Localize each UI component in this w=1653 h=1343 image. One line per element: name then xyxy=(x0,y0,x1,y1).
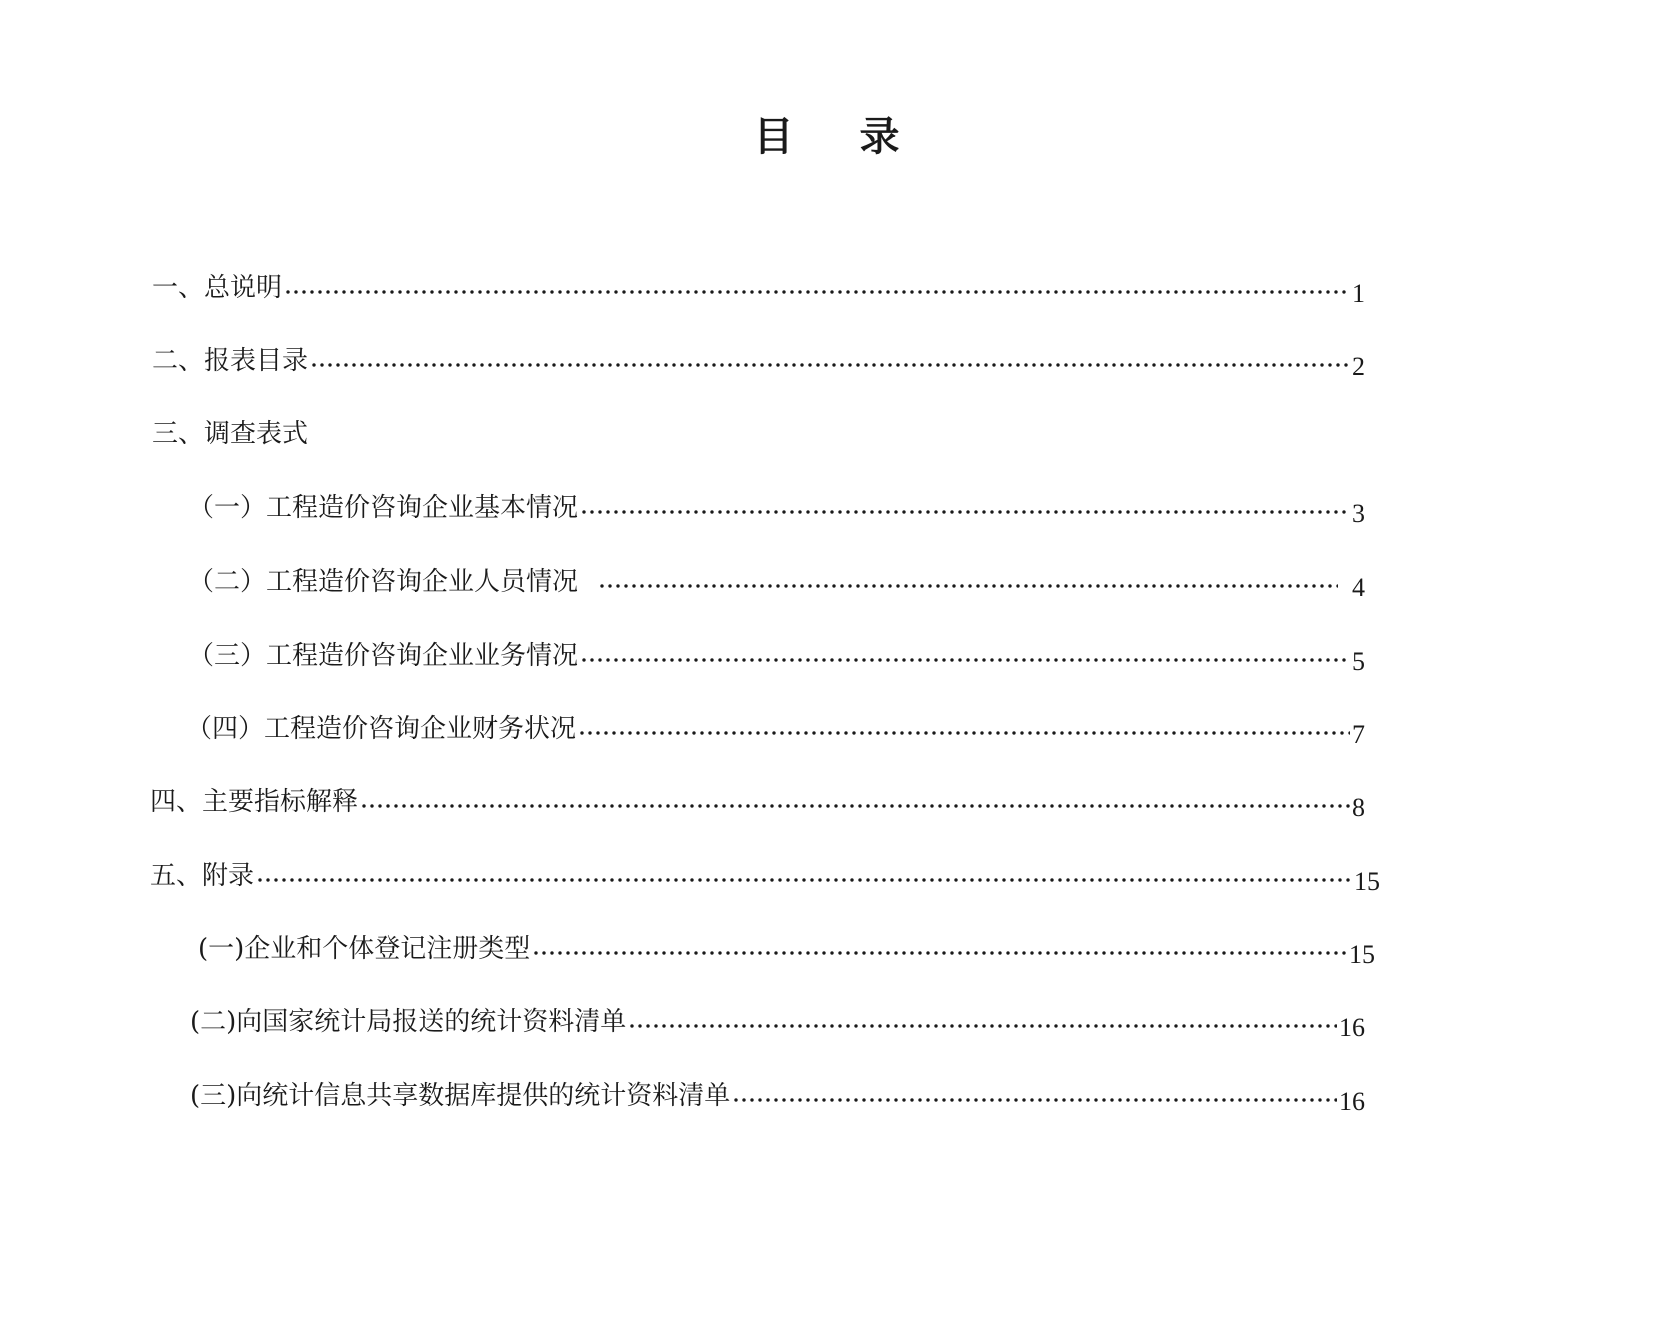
toc-entry-general[interactable] xyxy=(152,264,1365,308)
toc-entry-indicators[interactable] xyxy=(150,778,1365,822)
toc-page-number: 15 xyxy=(1349,940,1375,969)
toc-page-number: 8 xyxy=(1352,793,1365,822)
toc-entry-label: 五、附录 xyxy=(150,861,255,891)
toc-entry-label: 二、报表目录 xyxy=(152,346,309,376)
toc-page-number: 1 xyxy=(1352,279,1365,308)
dot-leader xyxy=(580,656,1350,664)
toc-page-number: 3 xyxy=(1352,499,1365,528)
dot-leader xyxy=(532,949,1347,957)
toc-entry-nbs-list[interactable] xyxy=(190,998,1365,1042)
toc-page-number: 7 xyxy=(1352,720,1365,749)
toc-page-number: 15 xyxy=(1354,867,1380,896)
dot-leader xyxy=(580,508,1350,516)
toc-entry-label: (三)向统计信息共享数据库提供的统计资料清单 xyxy=(190,1081,731,1111)
toc-page-number: 5 xyxy=(1352,647,1365,676)
toc-entry-label: （一）工程造价咨询企业基本情况 xyxy=(188,493,579,523)
toc-entry-appendix[interactable] xyxy=(150,852,1380,896)
toc-page-number: 2 xyxy=(1352,352,1365,381)
dot-leader xyxy=(732,1096,1337,1104)
toc-entry-report-list[interactable] xyxy=(152,337,1365,381)
toc-entry-registration-types[interactable] xyxy=(198,925,1375,969)
dot-leader xyxy=(310,361,1350,369)
dot-leader xyxy=(578,729,1350,737)
toc-entry-shared-db-list[interactable] xyxy=(190,1072,1365,1116)
dot-leader xyxy=(628,1022,1337,1030)
dot-leader xyxy=(598,582,1338,590)
toc-entry-personnel[interactable] xyxy=(188,558,1365,602)
dot-leader xyxy=(360,802,1350,810)
toc-page-number: 4 xyxy=(1352,573,1365,602)
toc-entry-label: (一)企业和个体登记注册类型 xyxy=(198,934,531,964)
toc-page-number: 16 xyxy=(1339,1013,1365,1042)
toc-entry-label: 三、调查表式 xyxy=(152,419,309,449)
toc-entry-label: （三）工程造价咨询企业业务情况 xyxy=(188,641,579,671)
toc-entry-label: 四、主要指标解释 xyxy=(150,787,359,817)
dot-leader xyxy=(284,288,1350,296)
dot-leader xyxy=(256,876,1352,884)
toc-entry-finance[interactable] xyxy=(186,705,1365,749)
toc-entry-label: （四）工程造价咨询企业财务状况 xyxy=(186,714,577,744)
toc-entry-business[interactable] xyxy=(188,632,1365,676)
toc-page-number: 16 xyxy=(1339,1087,1365,1116)
toc-entry-basic-info[interactable] xyxy=(188,484,1365,528)
toc-entry-label: (二)向国家统计局报送的统计资料清单 xyxy=(190,1007,627,1037)
toc-entry-label: 一、总说明 xyxy=(152,273,283,303)
toc-entry-survey-forms[interactable] xyxy=(152,410,752,450)
page-title: 目 录 xyxy=(753,114,926,160)
toc-entry-label: （二）工程造价咨询企业人员情况 xyxy=(188,567,579,597)
